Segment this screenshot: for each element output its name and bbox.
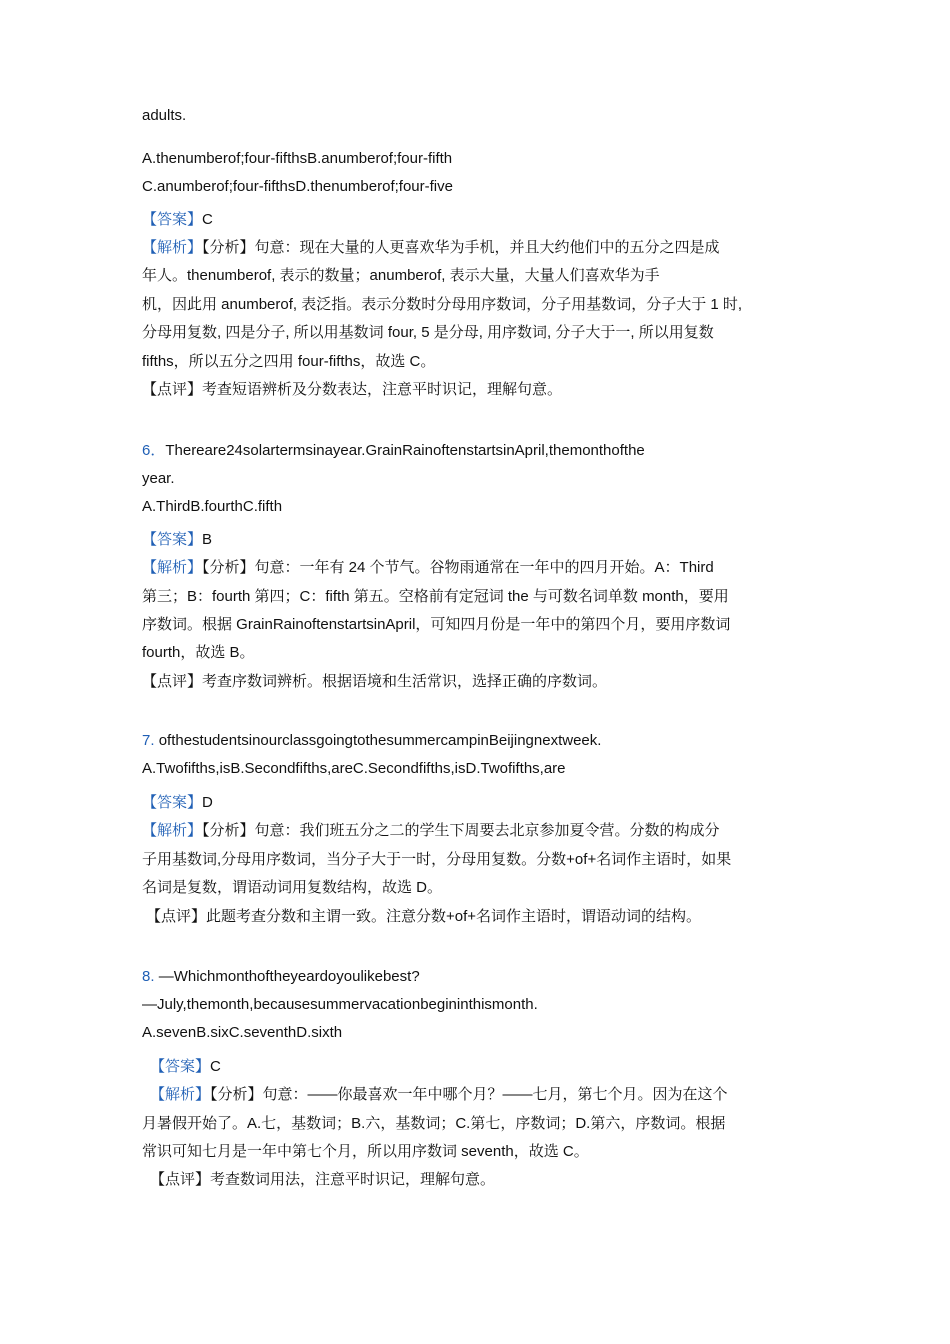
q8-analysis-line-3: 常识可知七月是一年中第七个月，所以用序数词 seventh，故选 C。 xyxy=(142,1143,589,1160)
analysis-tag: 【解析】 xyxy=(150,1086,211,1103)
q7-stem xyxy=(142,731,601,751)
analysis-text: 【分析】句意：一年有 24 个节气。谷物雨通常在一年中的四月开始。A：Third xyxy=(202,559,714,576)
analysis-text: 【分析】句意：现在大量的人更喜欢华为手机，并且大约他们中的五分之四是成 xyxy=(202,239,720,256)
q8-answer xyxy=(150,1057,221,1077)
q7-comment: 【点评】此题考查分数和主谓一致。注意分数+of+名词作主语时，谓语动词的结构。 xyxy=(146,908,702,925)
q5-options-line-1: A.thenumberof;four-fifthsB.anumberof;four-fifth xyxy=(142,150,453,167)
analysis-tag: 【解析】 xyxy=(142,559,203,576)
q6-analysis-line-4: fourth，故选 B。 xyxy=(142,644,255,661)
question-number: 7. xyxy=(142,732,155,749)
q6-options: A.ThirdB.fourthC.fifth xyxy=(142,498,283,515)
answer-value: C xyxy=(210,1058,221,1075)
analysis-text: 【分析】句意：我们班五分之二的学生下周要去北京参加夏令营。分数的构成分 xyxy=(202,822,720,839)
q7-analysis-line-2: 子用基数词,分母用序数词，当分子大于一时，分母用复数。分数+of+名词作主语时，如果 xyxy=(142,851,732,868)
question-stem: ofthestudentsinourclassgoingtothesummercampinBeijingnextweek. xyxy=(158,732,602,749)
q5-stem-tail: adults. xyxy=(142,107,187,124)
q8-stem-line-1 xyxy=(142,967,420,987)
q7-analysis-line-3: 名词是复数，谓语动词用复数结构，故选 D。 xyxy=(142,879,443,896)
q7-options: A.Twofifths,isB.Secondfifths,areC.Secondfifths,isD.Twofifths,are xyxy=(142,760,566,777)
q7-answer xyxy=(142,793,213,813)
q5-comment: 【点评】考查短语辨析及分数表达，注意平时识记，理解句意。 xyxy=(142,381,563,398)
q6-analysis-line-2: 第三；B：fourth 第四；C：fifth 第五。空格前有定冠词 the 与可数名词单数 month，要用 xyxy=(142,588,729,605)
q5-analysis-line-5: fifths，所以五分之四用 four-fifths，故选 C。 xyxy=(142,353,436,370)
answer-tag: 【答案】 xyxy=(142,794,203,811)
q5-analysis-line-4: 分母用复数, 四是分子, 所以用基数词 four, 5 是分母, 用序数词, 分子大于一, 所以用复数 xyxy=(142,324,714,341)
q6-stem-line-2: year. xyxy=(142,470,175,487)
q8-stem-line-2: —July,themonth,becausesummervacationbegininthismonth. xyxy=(142,996,538,1013)
answer-tag: 【答案】 xyxy=(142,531,203,548)
q8-comment: 【点评】考查数词用法，注意平时识记，理解句意。 xyxy=(150,1171,496,1188)
question-stem: Thereare24solartermsinayear.GrainRainoftenstartsinApril,themonthofthe xyxy=(165,442,645,459)
q5-analysis-line-2: 年人。thenumberof, 表示的数量；anumberof, 表示大量，大量人们喜欢华为手 xyxy=(142,267,660,284)
q6-comment: 【点评】考查序数词辨析。根据语境和生活常识，选择正确的序数词。 xyxy=(142,673,608,690)
q5-options-line-2: C.anumberof;four-fifthsD.thenumberof;four-five xyxy=(142,178,453,195)
answer-tag: 【答案】 xyxy=(142,211,203,228)
answer-value: B xyxy=(202,531,213,548)
q6-answer xyxy=(142,530,212,550)
question-stem: —Whichmonthoftheyeardoyoulikebest? xyxy=(158,968,420,985)
q8-analysis-line-1 xyxy=(150,1085,728,1105)
analysis-tag: 【解析】 xyxy=(142,239,203,256)
q7-analysis-line-1 xyxy=(142,821,720,841)
question-number: 6． xyxy=(142,442,166,459)
answer-tag: 【答案】 xyxy=(150,1058,211,1075)
answer-value: D xyxy=(202,794,213,811)
q6-analysis-line-1 xyxy=(142,558,714,578)
analysis-tag: 【解析】 xyxy=(142,822,203,839)
answer-value: C xyxy=(202,211,213,228)
q5-analysis-line-3: 机，因此用 anumberof, 表泛指。表示分数时分母用序数词，分子用基数词，分子大于 1 时, xyxy=(142,296,743,313)
q5-analysis-line-1 xyxy=(142,238,720,258)
question-number: 8. xyxy=(142,968,155,985)
q8-analysis-line-2: 月暑假开始了。A.七，基数词；B.六，基数词；C.第七，序数词；D.第六，序数词。根据 xyxy=(142,1115,726,1132)
q8-options: A.sevenB.sixC.seventhD.sixth xyxy=(142,1024,343,1041)
q6-stem-line-1 xyxy=(142,441,645,461)
q5-answer xyxy=(142,210,213,230)
analysis-text: 【分析】句意：——你最喜欢一年中哪个月？——七月，第七个月。因为在这个 xyxy=(210,1086,728,1103)
q6-analysis-line-3: 序数词。根据 GrainRainoftenstartsinApril，可知四月份是一年中的第四个月，要用序数词 xyxy=(142,616,731,633)
